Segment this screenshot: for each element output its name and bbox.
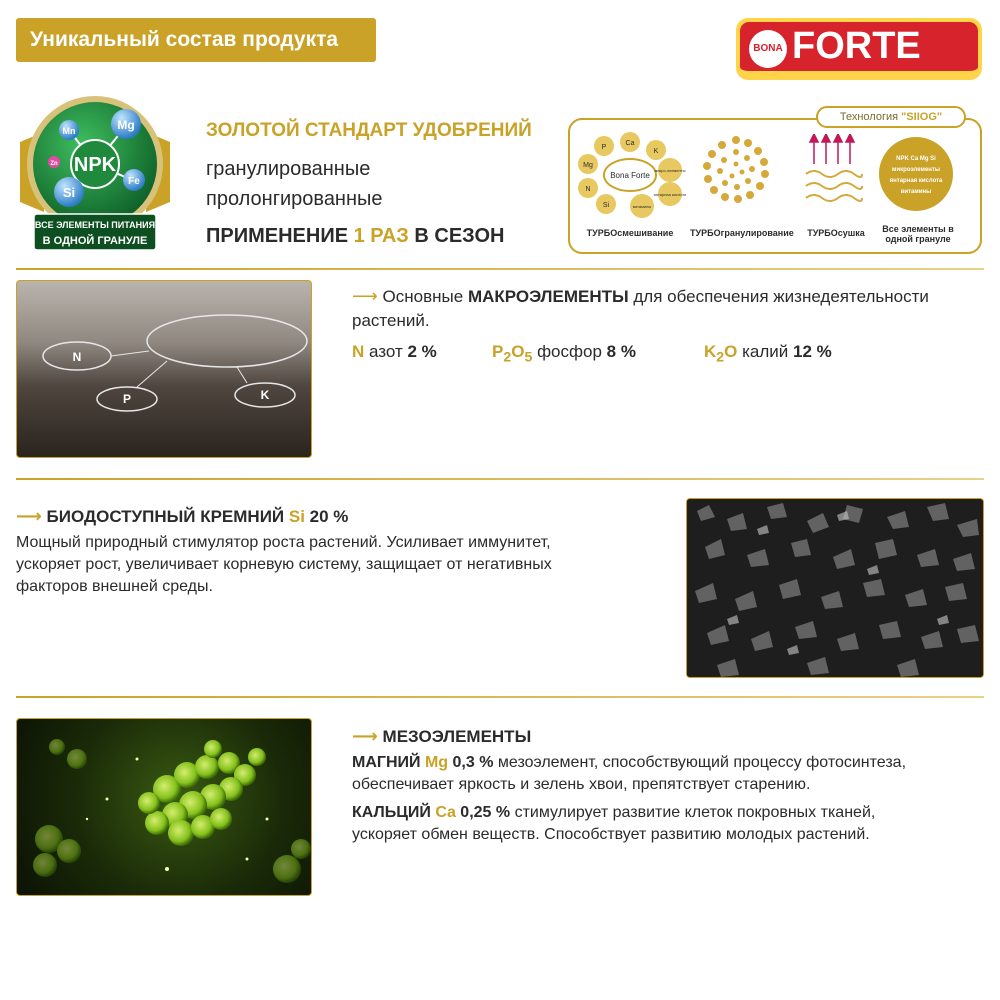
- feature-prolonged: пролонгированные: [206, 188, 383, 210]
- svg-text:Si: Si: [62, 185, 76, 200]
- meso-title-text: МЕЗОЭЛЕМЕНТЫ: [382, 727, 532, 746]
- application-frequency: [206, 225, 504, 248]
- phosphorus-name: фосфор: [537, 342, 602, 361]
- svg-text:Zn: Zn: [50, 161, 58, 167]
- macro-lead-d: растений.: [352, 311, 430, 330]
- granules-texture: [687, 499, 984, 678]
- magnesium-block: [352, 752, 982, 796]
- npk-badge-icon: [14, 92, 176, 262]
- potassium-symbol: K: [704, 342, 717, 361]
- soil-photo-overlay: [17, 281, 312, 458]
- svg-text:Fe: Fe: [128, 176, 140, 187]
- apply-season: В СЕЗОН: [414, 225, 505, 247]
- arrow-icon: ⟶: [16, 506, 42, 526]
- divider: [16, 696, 984, 698]
- phosphorus-oxygen: O: [511, 342, 525, 361]
- calcium-name: КАЛЬЦИЙ: [352, 804, 431, 821]
- calcium-symbol: Ca: [435, 804, 456, 821]
- potassium-name: калий: [742, 342, 789, 361]
- magnesium-name: МАГНИЙ: [352, 754, 421, 771]
- caption-mixing: ТУРБОсмешивание: [586, 228, 674, 238]
- technology-tag: [816, 106, 966, 128]
- svg-text:Si: Si: [602, 202, 610, 209]
- magnesium-symbol: Mg: [424, 754, 449, 771]
- turbo-drying-icon: [802, 134, 864, 206]
- svg-text:В ОДНОЙ ГРАНУЛЕ: В ОДНОЙ ГРАНУЛЕ: [42, 235, 148, 247]
- svg-text:NPK: NPK: [73, 154, 117, 176]
- svg-text:витамины: витамины: [900, 189, 932, 195]
- meso-title: [352, 726, 531, 747]
- svg-text:Mg: Mg: [117, 118, 135, 132]
- section-banner: Уникальный состав продукта: [16, 18, 376, 62]
- cells-illustration: [17, 719, 312, 896]
- potassium-value: 12 %: [793, 342, 832, 361]
- calcium-text-2: ускоряет обмен веществ. Способствует развитию молодых растений.: [352, 826, 870, 843]
- silicon-symbol: Si: [288, 507, 305, 526]
- svg-text:янтарная кислота: янтарная кислота: [889, 178, 943, 184]
- potassium-oxygen: O: [724, 342, 738, 361]
- caption-all-in-one: Все элементы в одной грануле: [882, 224, 954, 244]
- svg-text:P: P: [122, 392, 132, 406]
- element-potassium: [704, 342, 832, 365]
- tech-tag-name: "SIIOG": [901, 111, 943, 123]
- calcium-text-1: стимулирует развитие клеток покровных тканей,: [514, 804, 876, 821]
- apply-label: ПРИМЕНЕНИЕ: [206, 225, 349, 247]
- caption-granulation: ТУРБОгранулирование: [690, 228, 794, 238]
- cells-photo: [16, 718, 312, 896]
- all-in-one-granule-icon: [878, 136, 954, 212]
- silicon-text-2: ускоряет рост, увеличивает корневую систему, защищает от негативных: [16, 556, 552, 573]
- arrow-icon: ⟶: [352, 726, 378, 746]
- svg-text:ВСЕ ЭЛЕМЕНТЫ ПИТАНИЯ: ВСЕ ЭЛЕМЕНТЫ ПИТАНИЯ: [34, 220, 156, 230]
- macro-lead-b: МАКРОЭЛЕМЕНТЫ: [467, 287, 629, 306]
- arrow-icon: ⟶: [352, 286, 378, 306]
- gold-standard-title: ЗОЛОТОЙ СТАНДАРТ УДОБРЕНИЙ: [206, 120, 532, 141]
- divider: [16, 268, 984, 270]
- svg-text:витамины: витамины: [632, 204, 652, 209]
- silicon-description: [16, 532, 636, 598]
- calcium-value: 0,25 %: [460, 804, 511, 821]
- macro-lead-a: Основные: [382, 287, 464, 306]
- calcium-block: [352, 802, 982, 846]
- soil-photo: [16, 280, 312, 458]
- turbo-granulation-icon: [700, 134, 772, 206]
- phosphorus-sub1: 2: [503, 349, 512, 366]
- macro-lead-c: для обеспечения жизнедеятельности: [633, 287, 929, 306]
- svg-text:Ca: Ca: [625, 140, 635, 147]
- nitrogen-name: азот: [369, 342, 403, 361]
- caption-drying: ТУРБОсушка: [807, 228, 865, 238]
- logo-wordmark: FORTE: [792, 25, 921, 67]
- tech-tag-prefix: Технология: [839, 111, 899, 123]
- silicon-text-3: факторов внешней среды.: [16, 578, 213, 595]
- potassium-sub: 2: [716, 349, 725, 366]
- magnesium-text-2: обеспечивает яркость и зелень хвои, препятствует старению.: [352, 776, 811, 793]
- magnesium-text-1: мезоэлемент, способствующий процессу фотосинтеза,: [497, 754, 907, 771]
- macro-lead: [352, 284, 972, 333]
- svg-text:Mg: Mg: [583, 162, 593, 169]
- svg-text:Mn: Mn: [62, 126, 76, 136]
- phosphorus-symbol: P: [492, 342, 504, 361]
- logo-circle: BONA: [749, 30, 787, 68]
- phosphorus-sub2: 5: [524, 349, 533, 366]
- silicon-value: 20 %: [309, 507, 349, 526]
- silicon-title: [16, 506, 348, 527]
- element-phosphorus: [492, 342, 636, 365]
- brand-logo: [736, 18, 982, 80]
- element-nitrogen: [352, 342, 437, 362]
- svg-text:P: P: [601, 144, 607, 151]
- nitrogen-symbol: N: [352, 342, 365, 361]
- svg-text:NPK Ca Mg Si: NPK Ca Mg Si: [896, 156, 936, 162]
- svg-text:K: K: [260, 388, 270, 402]
- turbo-mixing-icon: [574, 130, 686, 220]
- feature-granulated: гранулированные: [206, 158, 371, 180]
- nitrogen-value: 2 %: [407, 342, 437, 361]
- divider: [16, 478, 984, 480]
- silicon-text-1: Мощный природный стимулятор роста растений. Усиливает иммунитет,: [16, 534, 551, 551]
- svg-text:янтарная кислота: янтарная кислота: [653, 192, 686, 197]
- svg-text:K: K: [653, 148, 659, 155]
- silicon-granules-photo: [686, 498, 984, 678]
- svg-text:N: N: [72, 350, 82, 364]
- svg-text:микроэлементы: микроэлементы: [892, 167, 940, 173]
- apply-count: 1 РАЗ: [353, 225, 409, 247]
- svg-text:Bona Forte: Bona Forte: [610, 171, 650, 180]
- svg-text:микро-элементы: микро-элементы: [654, 168, 686, 173]
- svg-text:N: N: [585, 186, 591, 193]
- magnesium-value: 0,3 %: [452, 754, 494, 771]
- silicon-title-text: БИОДОСТУПНЫЙ КРЕМНИЙ: [46, 507, 285, 526]
- phosphorus-value: 8 %: [606, 342, 636, 361]
